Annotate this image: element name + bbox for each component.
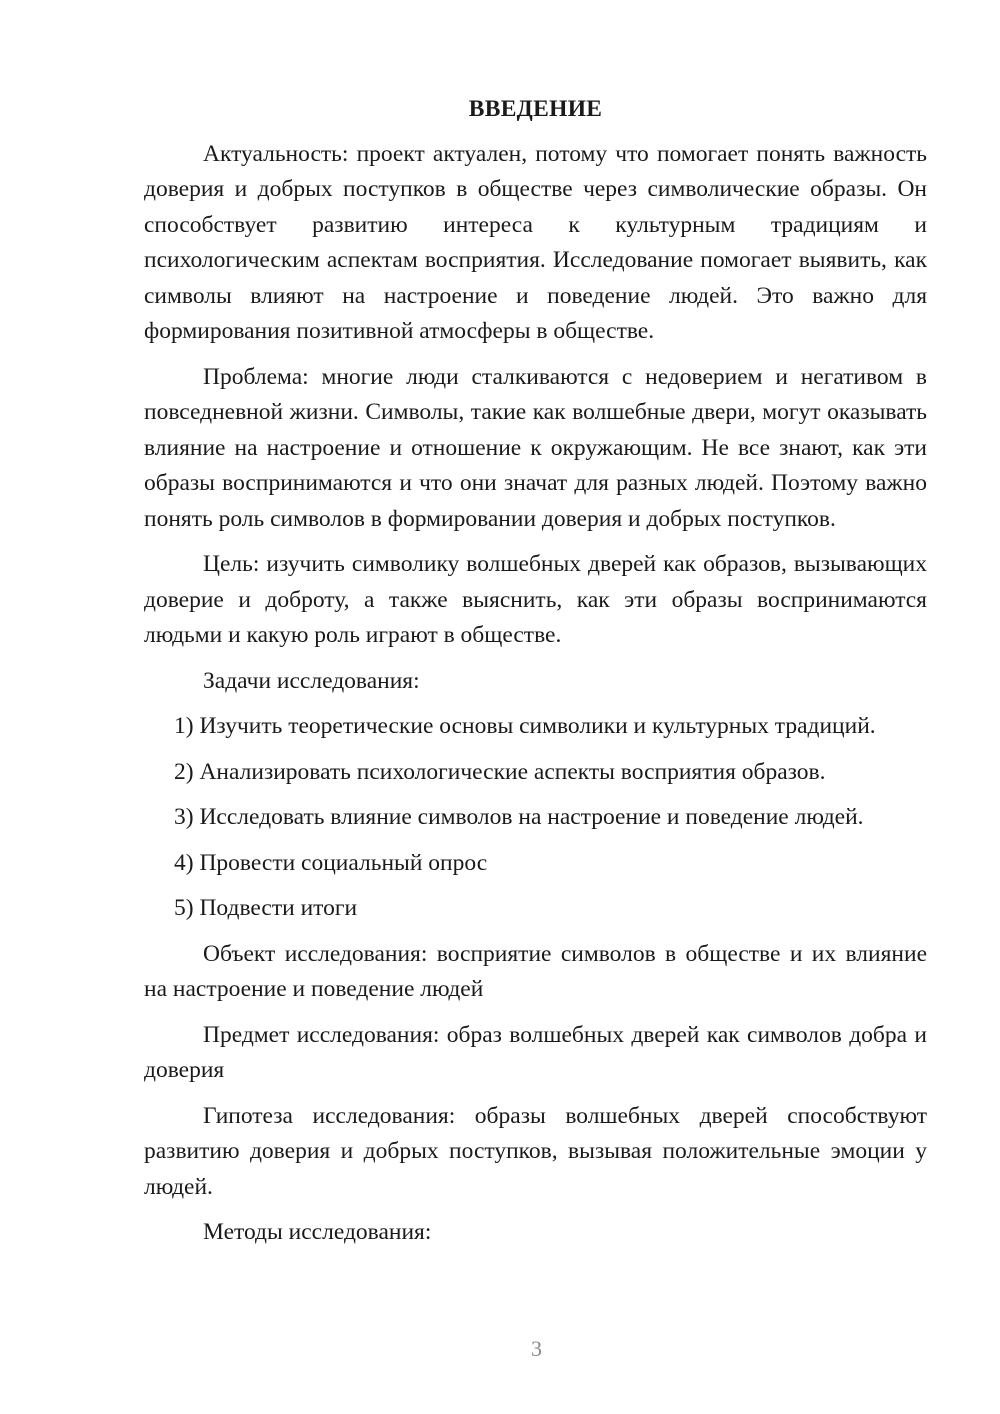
methods-heading: Методы исследования:	[203, 1219, 432, 1245]
paragraph-subject: Предмет исследования: образ волшебных дверей как символов добра и доверия	[144, 1021, 927, 1083]
paragraph-goal: Цель: изучить символику волшебных дверей как образов, вызывающих доверие и доброту, а также выяснить, как эти образы воспринимаются людьми и какую роль играют в обществе.	[144, 551, 927, 648]
tasks-list	[144, 709, 927, 927]
page-content	[144, 92, 927, 1261]
paragraph-relevance: Актуальность: проект актуален, потому что помогает понять важность доверия и добрых поступков в обществе через символические образы. Он способствует развитию интереса к культурным традициям и психологическим аспектам восприятия. Исследование помогает выявить, как символы влияют на настроение и поведение людей. Это важно для формирования позитивной атмосферы в обществе.	[144, 140, 927, 344]
list-item: 5) Подвести итоги	[174, 895, 358, 921]
list-item: 1) Изучить теоретические основы символики и культурных традиций.	[174, 713, 876, 739]
list-item: 4) Провести социальный опрос	[174, 849, 488, 876]
paragraph-problem: Проблема: многие люди сталкиваются с недоверием и негативом в повседневной жизни. Символы, такие как волшебные двери, могут оказывать влияние на настроение и отношение к окружающим. Не все знают, как эти образы воспринимаются и что они значат для разных людей. Поэтому важно понять роль символов в формировании доверия и добрых поступков.	[144, 363, 927, 532]
document-title: ВВЕДЕНИЕ	[468, 96, 603, 122]
paragraph-hypothesis: Гипотеза исследования: образы волшебных дверей способствуют развитию доверия и добрых поступков, вызывая положительные эмоции у людей.	[144, 1102, 927, 1200]
paragraph-object: Объект исследования: восприятие символов в обществе и их влияние на настроение и поведение людей	[144, 940, 927, 1002]
list-item: 2) Анализировать психологические аспекты восприятия образов.	[174, 758, 826, 785]
page-number: 3	[531, 1336, 542, 1361]
list-item: 3) Исследовать влияние символов на настроение и поведение людей.	[174, 804, 864, 830]
tasks-heading: Задачи исследования:	[203, 667, 420, 694]
